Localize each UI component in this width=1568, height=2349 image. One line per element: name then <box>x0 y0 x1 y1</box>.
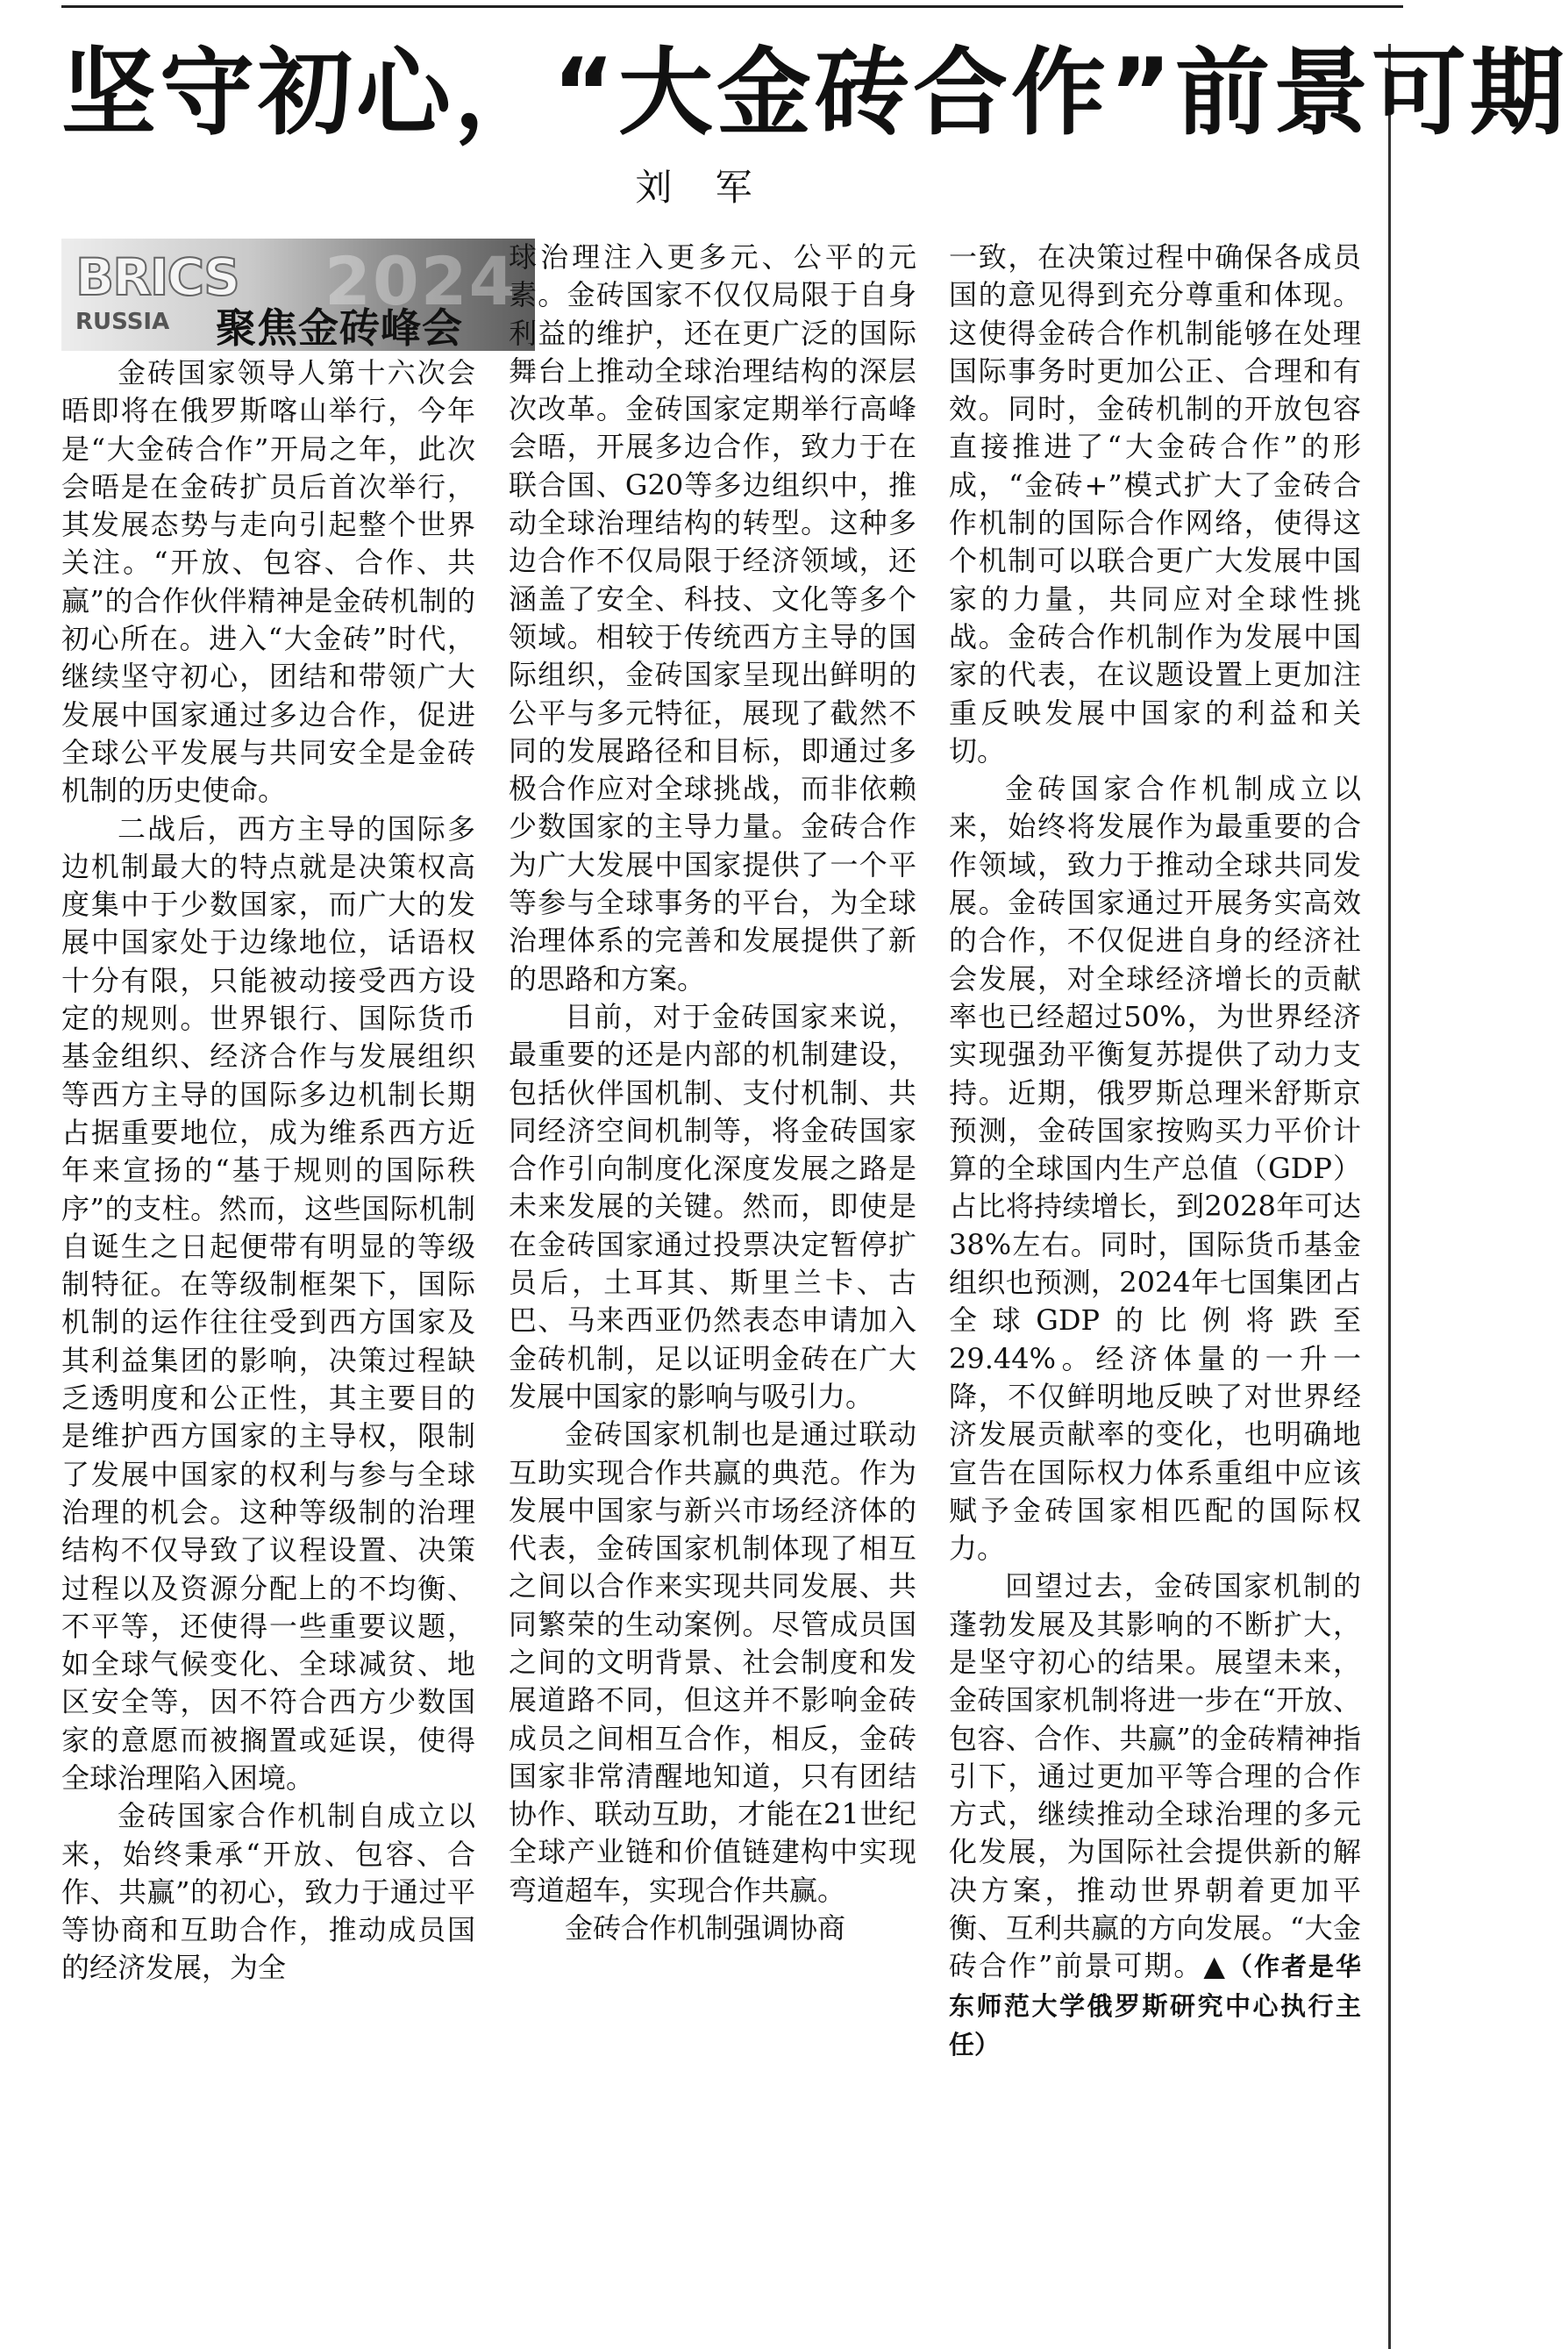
article-column-3 <box>949 239 1361 2064</box>
closing-text: 回望过去，金砖国家机制的蓬勃发展及其影响的不断扩大，是坚守初心的结果。展望未来，金砖国家机制将进一步在“开放、包容、合作、共赢”的金砖精神指引下，通过更加平等合理的合作方式，继续推动全球治理的多元化发展，为国际社会提供新的解决方案，推动世界朝着更加平衡、互利共赢的方向发展。“大金砖合作”前景可期。▲ <box>949 1569 1361 1983</box>
paragraph: 金砖国家合作机制成立以来，始终将发展作为最重要的合作领域，致力于推动全球共同发展。金砖国家通过开展务实高效的合作，不仅促进自身的经济社会发展，对全球经济增长的贡献率也已经超过50%，为世界经济实现强劲平衡复苏提供了动力支持。近期，俄罗斯总理米舒斯京预测，金砖国家按购买力平价计算的全球国内生产总值（GDP）占比将持续增长，到2028年可达38%左右。同时，国际货币基金组织也预测，2024年七国集团占全球GDP的比例将跌至29.44%。经济体量的一升一降，不仅鲜明地反映了对世界经济发展贡献率的变化，也明确地宣告在国际权力体系重组中应该赋予金砖国家相匹配的国际权力。 <box>949 772 1361 1566</box>
column-rule <box>1388 44 1391 2349</box>
banner-title: 聚焦金砖峰会 <box>216 304 463 352</box>
paragraph: 金砖合作机制强调协商 <box>565 1911 846 1946</box>
paragraph: 金砖国家机制也是通过联动互助实现合作共赢的典范。作为发展中国家与新兴市场经济体的代表，金砖国家机制体现了相互之间以合作来实现共同发展、共同繁荣的生动案例。尽管成员国之间的文明背景、社会制度和发展道路不同，但这并不影响金砖成员之间相互合作，相反，金砖国家非常清醒地知道，只有团结协作、联动互助，才能在21世纪全球产业链和价值链建构中实现弯道超车，实现合作共赢。 <box>509 1417 916 1907</box>
article-column-2 <box>509 239 916 1947</box>
brics-summit-banner <box>61 239 535 351</box>
paragraph <box>949 1567 1361 2064</box>
headline: 坚守初心，“大金砖合作”前景可期 <box>61 39 1568 148</box>
paragraph: 一致，在决策过程中确保各成员国的意见得到充分尊重和体现。这使得金砖合作机制能够在处理国际事务时更加公正、合理和有效。同时，金砖机制的开放包容直接推进了“大金砖合作”的形成，“金砖+”模式扩大了金砖合作机制的国际合作网络，使得这个机制可以联合更广大发展中国家的力量，共同应对全球性挑战。金砖合作机制作为发展中国家的代表，在议题设置上更加注重反映发展中国家的利益和关切。 <box>949 240 1361 768</box>
byline: 刘 军 <box>635 166 768 209</box>
paragraph: 目前，对于金砖国家来说，最重要的还是内部的机制建设，包括伙伴国机制、支付机制、共同经济空间机制等，将金砖国家合作引向制度化深度发展之路是未来发展的关键。然而，即使是在金砖国家通过投票决定暂停扩员后，土耳其、斯里兰卡、古巴、马来西亚仍然表态申请加入金砖机制，足以证明金砖在广大发展中国家的影响与吸引力。 <box>509 999 916 1413</box>
author-note: （作者是华东师范大学俄罗斯研究中心执行主任） <box>949 1952 1361 2060</box>
paragraph: 二战后，西方主导的国际多边机制最大的特点就是决策权高度集中于少数国家，而广大的发展中国家处于边缘地位，话语权十分有限，只能被动接受西方设定的规则。世界银行、国际货币基金组织、经济合作与发展组织等西方主导的国际多边机制长期占据重要地位，成为维系西方近年来宣扬的“基于规则的国际秩序”的支柱。然而，这些国际机制自诞生之日起便带有明显的等级制特征。在等级制框架下，国际机制的运作往往受到西方国家及其利益集团的影响，决策过程缺乏透明度和公正性，其主要目的是维护西方国家的主导权，限制了发展中国家的权利与参与全球治理的机会。这种等级制的治理结构不仅导致了议程设置、决策过程以及资源分配上的不均衡、不平等，还使得一些重要议题，如全球气候变化、全球减贫、地区安全等，因不符合西方少数国家的意愿而被搁置或延误，使得全球治理陷入困境。 <box>61 811 475 1795</box>
banner-country: RUSSIA <box>75 309 170 335</box>
top-rule <box>61 5 1403 8</box>
paragraph: 金砖国家领导人第十六次会晤即将在俄罗斯喀山举行，今年是“大金砖合作”开局之年，此次会晤是在金砖扩员后首次举行，其发展态势与走向引起整个世界关注。“开放、包容、合作、共赢”的合作伙伴精神是金砖机制的初心所在。进入“大金砖”时代，继续坚守初心，团结和带领广大发展中国家通过多边合作，促进全球公平发展与共同安全是金砖机制的历史使命。 <box>61 356 475 808</box>
brics-logo: BRICS <box>75 247 239 307</box>
banner-year: 2024 <box>324 242 517 320</box>
article-column-1 <box>61 354 475 1988</box>
paragraph: 球治理注入更多元、公平的元素。金砖国家不仅仅局限于自身利益的维护，还在更广泛的国际舞台上推动全球治理结构的深层次改革。金砖国家定期举行高峰会晤，开展多边合作，致力于在联合国、G20等多边组织中，推动全球治理结构的转型。这种多边合作不仅局限于经济领域，还涵盖了安全、科技、文化等多个领域。相较于传统西方主导的国际组织，金砖国家呈现出鲜明的公平与多元特征，展现了截然不同的发展路径和目标，即通过多极合作应对全球挑战，而非依赖少数国家的主导力量。金砖合作为广大发展中国家提供了一个平等参与全球事务的平台，为全球治理体系的完善和发展提供了新的思路和方案。 <box>509 240 916 996</box>
paragraph: 金砖国家合作机制自成立以来，始终秉承“开放、包容、合作、共赢”的初心，致力于通过平等协商和互助合作，推动成员国的经济发展，为全 <box>61 1799 475 1985</box>
